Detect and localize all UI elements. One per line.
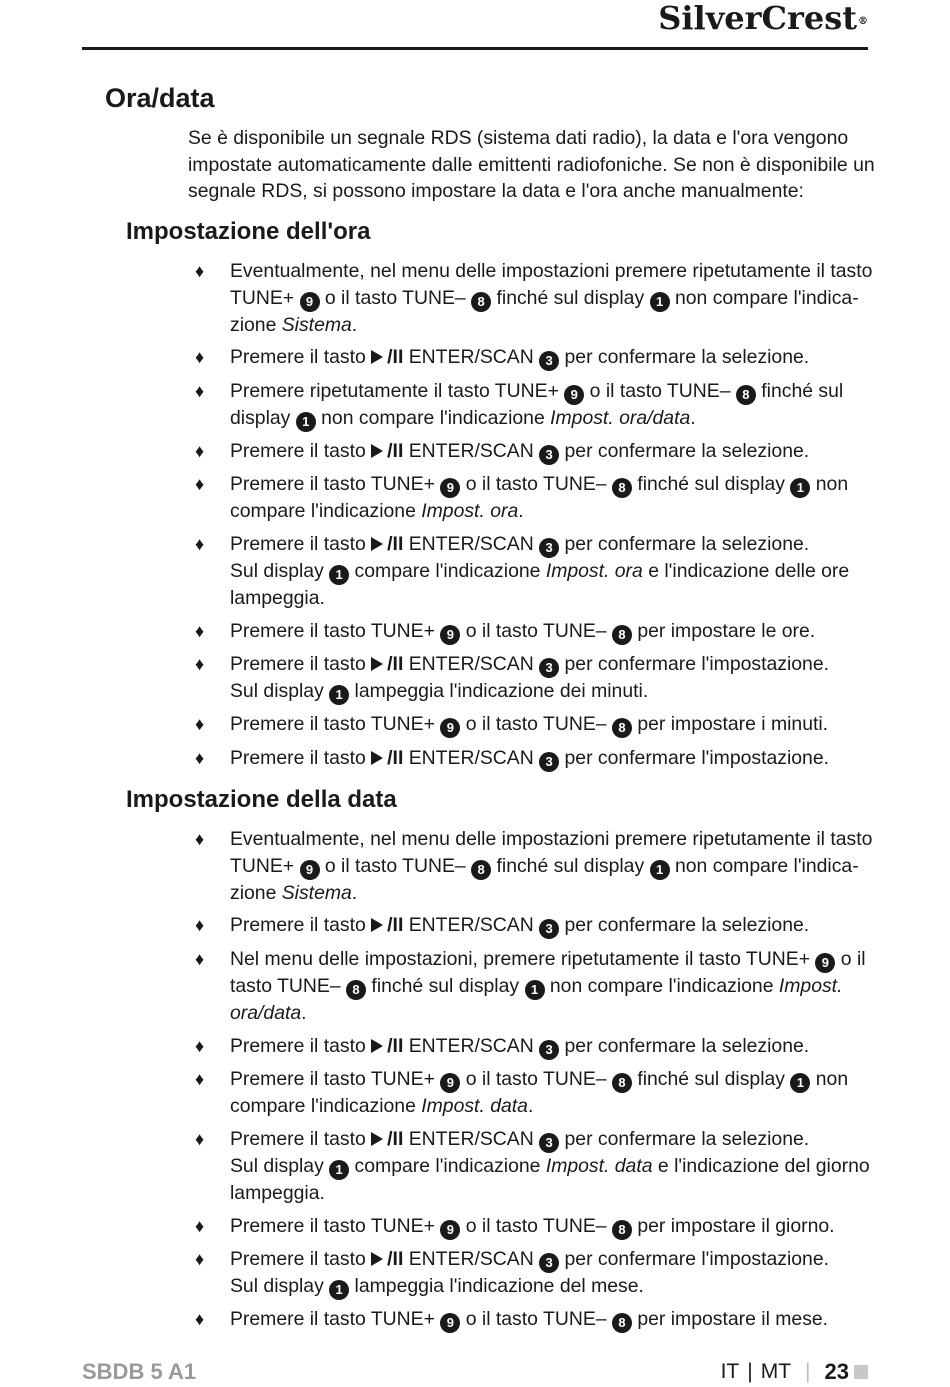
display-number-icon: 1 [329, 685, 349, 705]
bullet-icon: ♦ [195, 829, 205, 849]
page-number: 23 [824, 1359, 849, 1384]
button-number-icon: 9 [440, 1220, 460, 1240]
bullet-icon: ♦ [195, 1129, 205, 1149]
button-number-icon: 9 [440, 625, 460, 645]
button-number-icon: 8 [612, 625, 632, 645]
page-title: Ora/data [105, 83, 215, 113]
play-icon [371, 350, 383, 364]
step-date-6: ♦ Premere il tasto /II ENTER/SCAN 3 per confermare la selezione. Sul display 1 compare l'indicazione Impost. data e l'indicazione del giorno lampeggia. [195, 1128, 870, 1204]
footer-lang-separator: | [747, 1360, 753, 1383]
bullet-icon: ♦ [195, 621, 205, 641]
button-number-icon: 8 [612, 718, 632, 738]
button-number-icon: 9 [440, 478, 460, 498]
step-date-3: ♦ Nel menu delle impostazioni, premere ripetutamente il tasto TUNE+ 9 o il tasto TUNE– 8 finché sul display 1 non compare l'indicazione Impost. ora/data. [195, 948, 866, 1024]
display-number-icon: 1 [525, 980, 545, 1000]
button-number-icon: 9 [440, 718, 460, 738]
button-number-icon: 3 [539, 1133, 559, 1153]
play-icon [371, 751, 383, 765]
footer-model-number: SBDB 5 A1 [82, 1359, 197, 1384]
heading-time-setting: Impostazione dell'ora [126, 218, 371, 245]
step-date-8: ♦ Premere il tasto /II ENTER/SCAN 3 per confermare l'impostazione. Sul display 1 lampeggia l'indicazione del mese. [230, 1246, 880, 1300]
display-number-icon: 1 [790, 1073, 810, 1093]
step-date-7: ♦ Premere il tasto TUNE+ 9 o il tasto TUNE– 8 per impostare il giorno. [230, 1213, 880, 1240]
button-number-icon: 3 [539, 445, 559, 465]
button-number-icon: 3 [539, 1040, 559, 1060]
step-time-5: ♦ Premere il tasto TUNE+ 9 o il tasto TUNE– 8 finché sul display 1 non compare l'indicazione Impost. ora. [195, 473, 849, 522]
display-number-icon: 1 [329, 1280, 349, 1300]
button-number-icon: 3 [539, 538, 559, 558]
bullet-icon: ♦ [195, 915, 205, 935]
button-number-icon: 8 [736, 385, 756, 405]
display-number-icon: 1 [650, 292, 670, 312]
button-number-icon: 3 [539, 919, 559, 939]
bullet-icon: ♦ [195, 748, 205, 768]
step-time-10: ♦ Premere il tasto /II ENTER/SCAN 3 per confermare l'impostazione. [230, 745, 880, 772]
button-number-icon: 8 [612, 1313, 632, 1333]
header-rule [82, 47, 868, 50]
button-number-icon: 8 [612, 478, 632, 498]
display-number-icon: 1 [329, 1160, 349, 1180]
button-number-icon: 9 [300, 860, 320, 880]
button-number-icon: 9 [564, 385, 584, 405]
button-number-icon: 9 [815, 953, 835, 973]
bullet-icon: ♦ [195, 441, 205, 461]
button-number-icon: 8 [346, 980, 366, 1000]
page-marker-square-icon [854, 1365, 868, 1379]
button-number-icon: 8 [471, 292, 491, 312]
bullet-icon: ♦ [195, 347, 205, 367]
step-date-1: ♦ Eventualmente, nel menu delle impostazioni premere ripetutamente il tasto TUNE+ 9 o il tasto TUNE– 8 finché sul display 1 non compare l'indica-zione Sistema. [195, 828, 873, 904]
step-time-1: ♦ Eventualmente, nel menu delle impostazioni premere ripetutamente il tasto TUNE+ 9 o il tasto TUNE– 8 finché sul display 1 non compare l'indica-zione Sistema. [195, 260, 873, 336]
footer-lang-mt: MT [760, 1360, 792, 1383]
footer-lang-it: IT [720, 1360, 740, 1383]
brand-logo: SilverCrest® [658, 0, 868, 37]
button-number-icon: 9 [300, 292, 320, 312]
play-icon [371, 537, 383, 551]
step-date-4: ♦ Premere il tasto /II ENTER/SCAN 3 per confermare la selezione. [230, 1033, 880, 1060]
bullet-icon: ♦ [195, 1036, 205, 1056]
button-number-icon: 3 [539, 351, 559, 371]
footer-page-info [721, 1357, 868, 1387]
step-time-3: ♦ Premere ripetutamente il tasto TUNE+ 9 o il tasto TUNE– 8 finché sul display 1 non compare l'indicazione Impost. ora/data. [230, 378, 880, 432]
bullet-icon: ♦ [195, 474, 205, 494]
play-icon [371, 657, 383, 671]
bullet-icon: ♦ [195, 1069, 205, 1089]
bullet-icon: ♦ [195, 381, 205, 401]
button-number-icon: 9 [440, 1073, 460, 1093]
bullet-icon: ♦ [195, 1249, 205, 1269]
bullet-icon: ♦ [195, 654, 205, 674]
footer-separator: | [805, 1360, 811, 1383]
button-number-icon: 3 [539, 1253, 559, 1273]
bullet-icon: ♦ [195, 714, 205, 734]
bullet-icon: ♦ [195, 261, 205, 281]
step-time-9: ♦ Premere il tasto TUNE+ 9 o il tasto TUNE– 8 per impostare i minuti. [230, 711, 880, 738]
step-time-2: ♦ Premere il tasto /II ENTER/SCAN 3 per confermare la selezione. [230, 344, 880, 371]
button-number-icon: 3 [539, 752, 559, 772]
display-number-icon: 1 [329, 565, 349, 585]
play-icon [371, 1252, 383, 1266]
button-number-icon: 8 [612, 1073, 632, 1093]
step-date-2: ♦ Premere il tasto /II ENTER/SCAN 3 per confermare la selezione. [230, 912, 880, 939]
play-icon [371, 1132, 383, 1146]
play-icon [371, 918, 383, 932]
intro-paragraph: Se è disponibile un segnale RDS (sistema dati radio), la data e l'ora vengono impostate automaticamente dalle emittenti radiofoniche. Se non è disponibile un segnale RDS, si possono impostare la data e l'ora anche manualmente: [188, 127, 875, 202]
step-date-5: ♦ Premere il tasto TUNE+ 9 o il tasto TUNE– 8 finché sul display 1 non compare l'indicazione Impost. data. [195, 1068, 849, 1117]
play-icon [371, 444, 383, 458]
heading-date-setting: Impostazione della data [126, 786, 397, 813]
step-time-8: ♦ Premere il tasto /II ENTER/SCAN 3 per confermare l'impostazione. Sul display 1 lampeggia l'indicazione dei minuti. [230, 651, 880, 705]
button-number-icon: 8 [612, 1220, 632, 1240]
button-number-icon: 3 [539, 658, 559, 678]
step-time-6: ♦ Premere il tasto /II ENTER/SCAN 3 per confermare la selezione. Sul display 1 compare l'indicazione Impost. ora e l'indicazione delle ore lampeggia. [195, 533, 850, 609]
button-number-icon: 9 [440, 1313, 460, 1333]
step-time-7: ♦ Premere il tasto TUNE+ 9 o il tasto TUNE– 8 per impostare le ore. [230, 618, 880, 645]
bullet-icon: ♦ [195, 949, 205, 969]
bullet-icon: ♦ [195, 1216, 205, 1236]
bullet-icon: ♦ [195, 1309, 205, 1329]
display-number-icon: 1 [790, 478, 810, 498]
step-date-9: ♦ Premere il tasto TUNE+ 9 o il tasto TUNE– 8 per impostare il mese. [230, 1306, 880, 1333]
bullet-icon: ♦ [195, 534, 205, 554]
button-number-icon: 8 [471, 860, 491, 880]
play-icon [371, 1039, 383, 1053]
step-time-4: ♦ Premere il tasto /II ENTER/SCAN 3 per confermare la selezione. [230, 438, 880, 465]
display-number-icon: 1 [650, 860, 670, 880]
display-number-icon: 1 [296, 412, 316, 432]
